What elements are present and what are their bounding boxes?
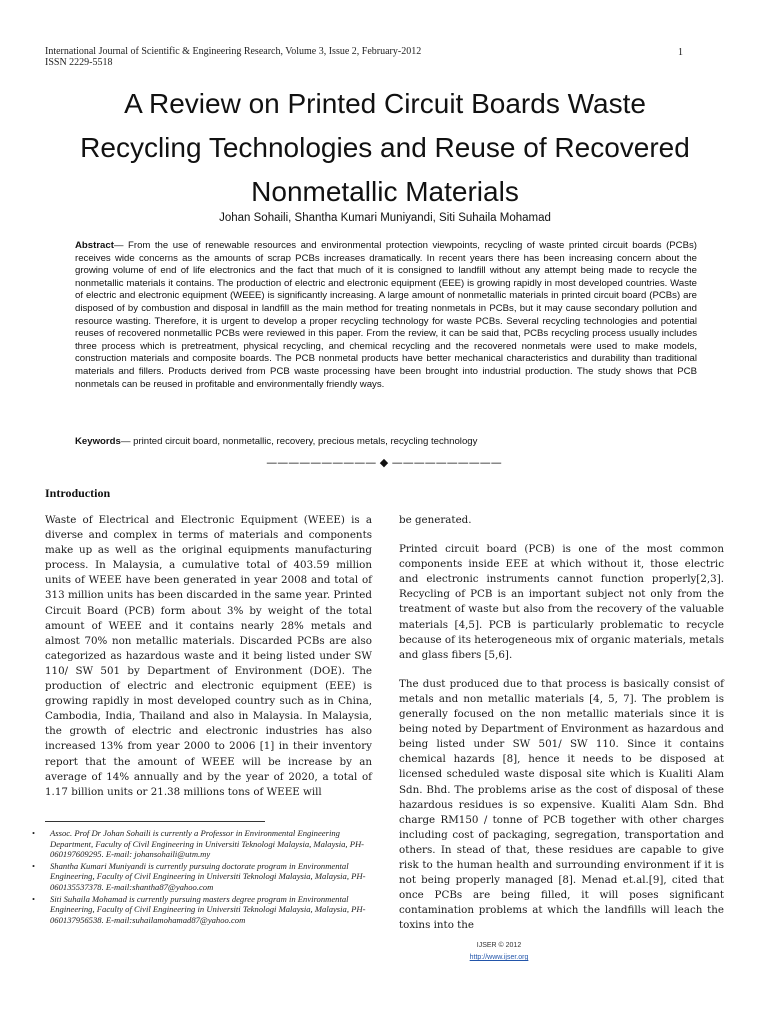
intro-paragraph: Waste of Electrical and Electronic Equipment (WEEE) is a diverse and complex in terms of materials and components make up as well as the original equipments manufacturing process. In Malaysia, a cumulative total of 403.59 million units of WEEE have been generated in year 2008 and total of 313 million units has been discarded in the same year. Printed Circuit Board (PCB) form about 3% by weight of the total amount of WEEE and it contains nearly 28% metals and almost 70% non metallic materials. Discarded PCBs are also categorized as hazardous waste and it being listed under SW 110/ SW 501 by Department of Environment (DOE). The production of electric and electronic equipment (EEE) is growing rapidly in most developed country such as in China, Cambodia, India, Thailand and also in Malaysia. In Malaysia, the growth of electric and electronic industries has also increased 13% from year 2000 to 2006 [1] in their inventory report that the amount of WEEE will be increase by an average of 14% annually and by the year of 2020, a total of 1.17 billion units or 21.38 millions tons of WEEE will (45, 514, 372, 798)
abstract (75, 240, 697, 391)
author-list: Johan Sohaili, Shantha Kumari Muniyandi, Siti Suhaila Mohamad (219, 212, 551, 224)
issn: ISSN 2229-5518 (45, 57, 113, 68)
section-title-introduction: Introduction (45, 486, 111, 500)
footnote-text: Shantha Kumari Muniyandi is currently pursuing doctorate program in Environmental Engineering, Faculty of Civil Engineering in Universiti Teknologi Malaysia, Malaysia, PH- 060135537378. E-mail:shantha87@yahoo.com (50, 860, 366, 892)
footnote-item (30, 828, 375, 860)
footnote-text: Assoc. Prof Dr Johan Sohaili is currently a Professor in Environmental Engineering Department, Faculty of Civil Engineering in Universiti Teknologi Malaysia, Malaysia, PH-060197609295. E-mail: johansohaili@utm.my (50, 828, 365, 860)
paper-title: A Review on Printed Circuit Boards Waste Recycling Technologies and Reuse of Recovered Nonmetallic Materials (80, 88, 690, 207)
keywords (75, 436, 697, 448)
journal-line: International Journal of Scientific & Engineering Research, Volume 3, Issue 2, February-2012 (45, 46, 422, 57)
keywords-label: Keywords (75, 436, 121, 447)
left-column (45, 513, 372, 800)
section-divider: —————————— ◆ —————————— (266, 456, 502, 469)
keywords-text: — printed circuit board, nonmetallic, recovery, precious metals, recycling technology (120, 436, 478, 447)
copyright: IJSER © 2012 (476, 942, 522, 949)
right-column (399, 513, 724, 933)
journal-url-link[interactable]: http://www.ijser.org (469, 954, 529, 961)
running-header (45, 46, 685, 68)
paragraph: be generated. (399, 514, 472, 526)
bullet-icon: • (32, 893, 36, 904)
paragraph: Printed circuit board (PCB) is one of the most common components inside EEE at which without it, those electric and electronic instruments cannot function properly[2,3]. Recycling of PCB is an important subject not only from the treatment of waste but also from the recovery of the valuable materials [4,5]. PCB is particularly problematic to recycle because of its heterogeneous mix of organic materials, metals and glass fibers [5,6]. (399, 543, 724, 661)
abstract-text: — From the use of renewable resources and environmental protection viewpoints, recycling of waste printed circuit boards (PCBs) receives wide concerns as the amounts of scrap PCBs increases dramatically. In recent years there has been increasing concern about the growing volume of end of life electronics and the fact that much of it is consigned to landfill without any attempt being made to recycle the nonmetallic materials it contains. The production of electric and electronic equipment (EEE) is growing rapidly in most developed countries. Waste of electric and electronic equipment (WEEE) is significantly increasing. A large amount of nonmetallic materials in printed circuit board (PCBs) are disposed of by combustion and disposal in landfill as the main method for treating nonmetals in PCBs, but it may cause secondary pollution and resource wasting. Therefore, it is urgent to develop a proper recycling technology for waste PCBs. Several recycling technologies and potential reuses of recovered nonmetallic PCBs were reviewed in this paper. From the review, it can be said that, PCBs recycling process usually includes three process which is pretreatment, physical recycling, and chemical recycling and the recovered nonmetals were used to make models, construction materials and composite boards. The PCB nonmetal products have better mechanical characteristics and durability than traditional materials and fillers. Products derived from PCB waste processing have been brought into industrial production. The study shows that PCB nonmetals can be reused in profitable and environmentally friendly ways. (75, 240, 697, 390)
abstract-label: Abstract (75, 240, 114, 251)
paragraph: The dust produced due to that process is basically consist of metals and non metallic materials [4, 5, 7]. The problem is generally focused on the non metallic materials since it is being noted by Department of Environment as hazardous and being listed under SW 501/ SW 110. Since it contains chemical hazards [8], hence it needs to be disposed at licensed scheduled waste disposal site which is Kualiti Alam Sdn. Bhd. The problems arise as the cost of disposal of these hazardous residues is so expensive. Kualiti Alam Sdn. Bhd charge RM150 / tonne of PCB together with other charges including cost of packaging, segregation, transportation and others. In stead of that, these residues are capable to give risk to the human health and surrounding environment if it is not being properly managed [8]. Menad et.al.[9], cited that once PCBs are being filled, it will poses significant contamination problems at which the landfills will leach the toxins into the (399, 677, 724, 932)
footnote-item (30, 894, 375, 926)
footnote-item (30, 861, 375, 893)
bullet-icon: • (32, 860, 36, 871)
bullet-icon: • (32, 828, 36, 838)
page-number: 1 (678, 47, 683, 58)
author-footnotes (30, 828, 375, 926)
footnote-text: Siti Suhaila Mohamad is currently pursuing masters degree program in Environmental Engineering, Faculty of Civil Engineering in Universiti Teknologi Malaysia, Malaysia, PH- 060137956538. E-mail:suhailamohamad87@yahoo.com (50, 893, 366, 925)
footnote-rule (45, 821, 265, 822)
journal-footer (399, 940, 599, 964)
